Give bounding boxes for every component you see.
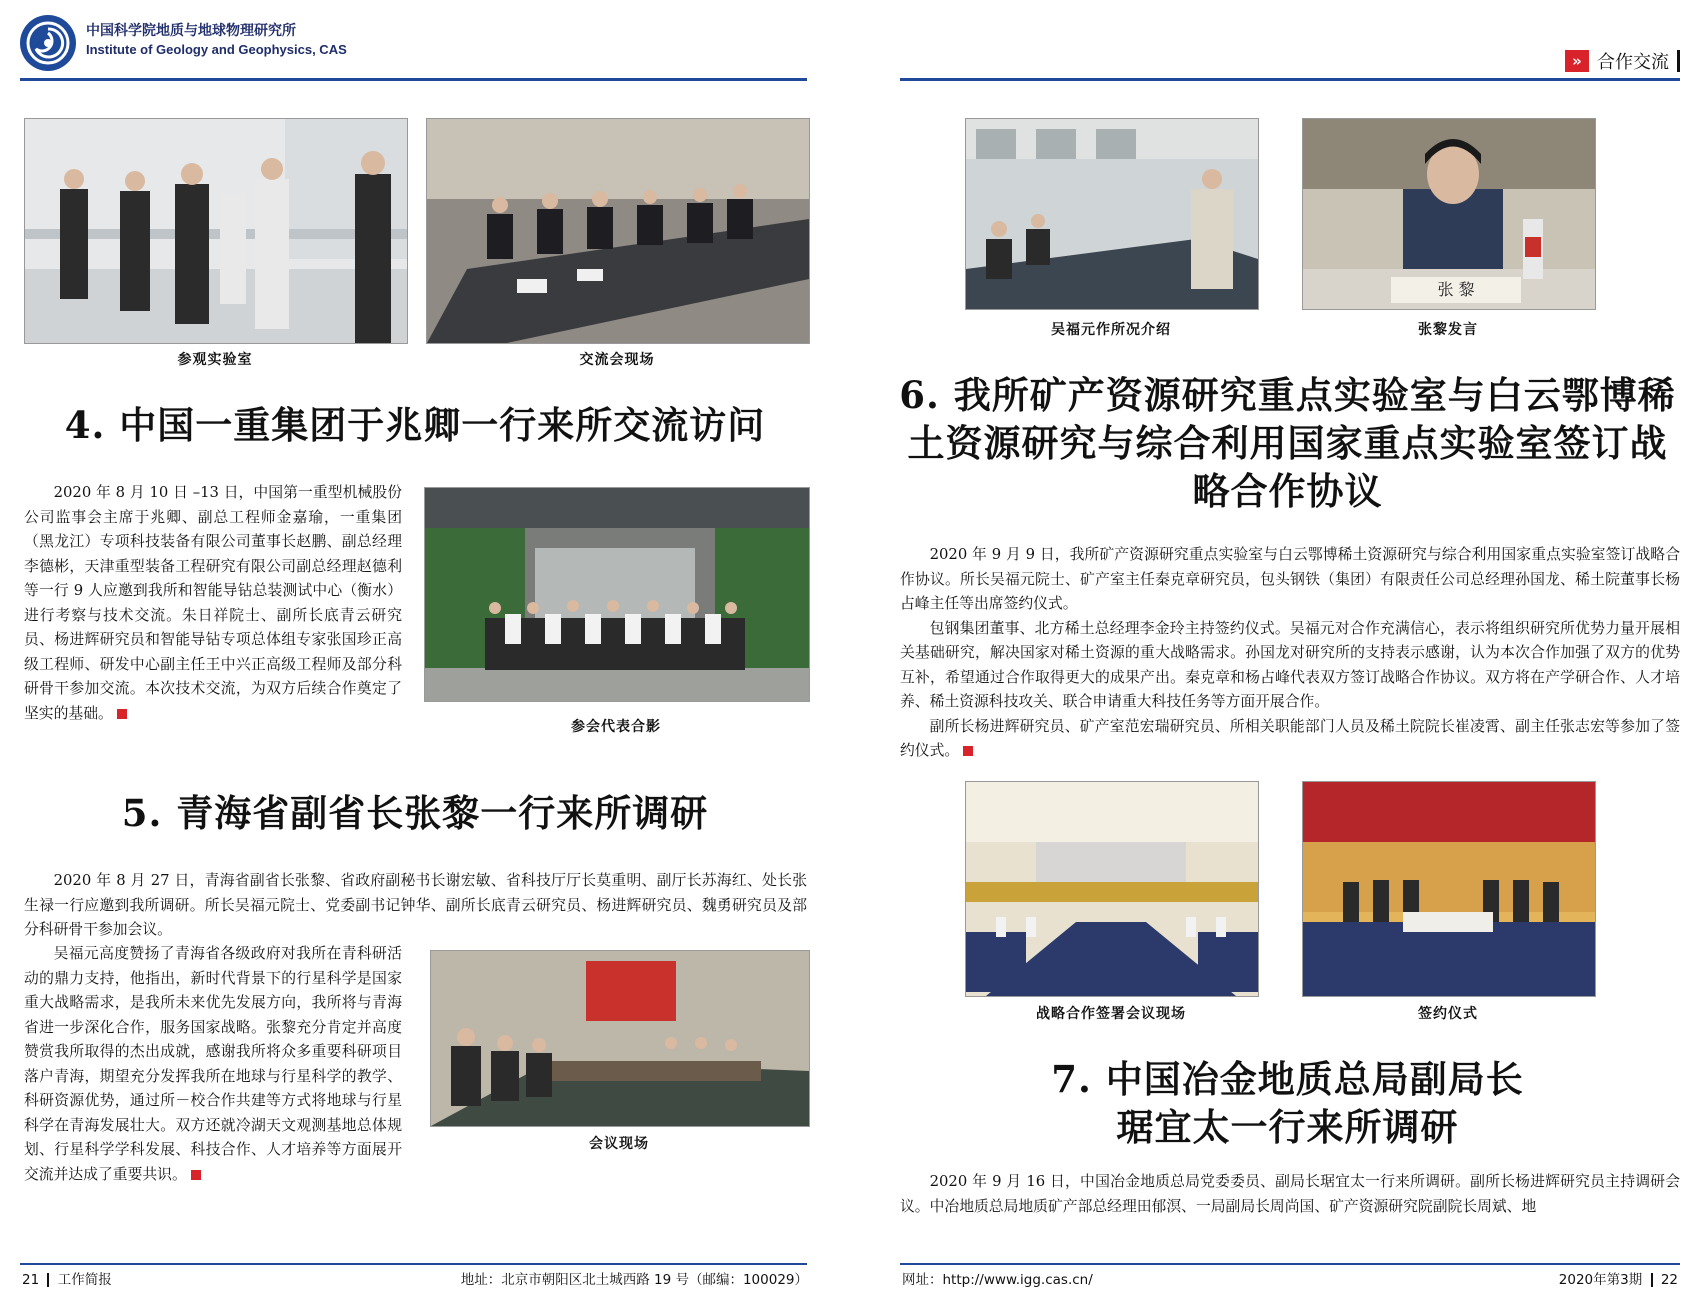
speech-photo (1302, 118, 1596, 310)
photo-caption: 签约仪式 (1418, 1006, 1478, 1022)
header-rule (900, 78, 1680, 81)
footer-left (22, 1268, 112, 1288)
article-7-body (900, 1170, 1680, 1219)
divider (1677, 50, 1680, 72)
end-mark-icon (963, 746, 973, 756)
article-6-body (900, 543, 1680, 764)
photo-caption: 会议现场 (589, 1136, 649, 1152)
footer-address: 地址：北京市朝阳区北土城西路 19 号（邮编：100029） (460, 1272, 808, 1288)
footer-website: 网址：http://www.igg.cas.cn/ (902, 1272, 1093, 1288)
article-4-body (24, 481, 402, 726)
signing-conference-photo (965, 781, 1259, 997)
page-number: 22 (1660, 1272, 1678, 1288)
footer-right (1559, 1268, 1678, 1288)
exchange-meeting-photo (426, 118, 810, 344)
photo-caption: 吴福元作所况介绍 (1051, 322, 1171, 338)
issue-label: 2020年第3期 (1558, 1272, 1643, 1288)
photo-caption: 参会代表合影 (571, 719, 661, 735)
end-mark-icon (191, 1170, 201, 1180)
photo-caption: 参观实验室 (177, 352, 253, 368)
institute-name-en: Institute of Geology and Geophysics, CAS (86, 42, 347, 57)
article-5-paragraph-2: 吴福元高度赞扬了青海省各级政府对我所在青科研活动的鼎力支持，他指出，新时代背景下的行星科学是国家重大战略需求，是我所未来优先发展方向，我所将与青海省进一步深化合作，服务国家战略。张黎充分肯定并高度赞赏我所取得的杰出成就，感谢我所将众多重要科研项目落户青海，期望充分发挥我所在地球与行星科学的教学、科研资源优势，通过所－校合作共建等方式将地球与行星科学在青海发展壮大。双方还就冷湖天文观测基地总体规划、行星科学学科发展、科技合作、人才培养等方面展开交流并达成了重要共识。 (24, 945, 402, 1183)
article-7-title-line-2: 琚宜太一行来所调研 (1116, 1105, 1459, 1149)
footer-rule (900, 1263, 1680, 1265)
article-5-body (24, 942, 402, 1187)
photo-caption: 战略合作签署会议现场 (1036, 1006, 1186, 1022)
article-5-intro (24, 869, 807, 943)
article-5-paragraph-1: 2020 年 8 月 27 日，青海省副省长张黎、省政府副秘书长谢宏敏、省科技厅厅长莫重明、副厅长苏海红、处长张生禄一行应邀到我所调研。所长吴福元院士、党委副书记钟华、副所长底青云研究员、杨进辉研究员、魏勇研究员及部分科研骨干参加会议。 (24, 872, 807, 938)
nameplate: 张 黎 (1391, 277, 1521, 303)
institute-name-cn: 中国科学院地质与地球物理研究所 (86, 23, 296, 39)
article-4-title: 4. 中国一重集团于兆卿一行来所交流访问 (64, 403, 766, 447)
group-photo (424, 487, 810, 702)
divider (47, 1273, 49, 1287)
photo-caption: 交流会现场 (579, 352, 655, 368)
double-chevron-icon: » (1565, 50, 1589, 72)
article-7-paragraph-1: 2020 年 9 月 16 日，中国冶金地质总局党委委员、副局长琚宜太一行来所调研。副所长杨进辉研究员主持调研会议。中冶地质总局地质矿产部总经理田郁溟、一局副局长周尚国、矿产资源研究院副院长周斌、地 (900, 1173, 1680, 1215)
photo-caption: 张黎发言 (1418, 322, 1478, 338)
director-presentation-photo (965, 118, 1259, 310)
igg-logo-icon (20, 15, 76, 71)
signing-ceremony-photo (1302, 781, 1596, 997)
article-6-paragraph-2: 包钢集团董事、北方稀土总经理李金玲主持签约仪式。吴福元对合作充满信心，表示将组织研究所优势力量开展相关基础研究，解决国家对稀土资源的重大战略需求。孙国龙对研究所的支持表示感谢，认为本次合作加强了双方的优势互补，希望通过合作取得更大的成果产出。秦克章和杨占峰代表双方签订战略合作协议。双方将在产学研合作、人才培养、稀土资源科技攻关、联合申请重大科技任务等方面开展合作。 (900, 619, 1680, 710)
section-title: 合作交流 (1597, 52, 1669, 73)
article-6-title: 6. 我所矿产资源研究重点实验室与白云鄂博稀土资源研究与综合利用国家重点实验室签订战略合作协议 (899, 373, 1676, 513)
meeting-photo (430, 950, 810, 1127)
end-mark-icon (117, 709, 127, 719)
publication-title: 工作简报 (57, 1272, 112, 1288)
article-4-text: 2020 年 8 月 10 日 –13 日，中国第一重型机械股份公司监事会主席于兆卿、副总工程师金嘉瑜，一重集团（黑龙江）专项科技装备有限公司董事长赵鹏、副总经理李德彬，天津重型装备工程研究有限公司副总经理赵德利等一行 9 人应邀到我所和智能导钻总装测试中心（衡水）进行考察与技术交流。朱日祥院士、副所长底青云研究员、杨进辉研究员和智能导钻专项总体组专家张国珍正高级工程师、研发中心副主任王中兴正高级工程师及部分科研骨干参加交流。本次技术交流，为双方后续合作奠定了坚实的基础。 (24, 484, 402, 722)
footer-rule (20, 1263, 807, 1265)
article-6-paragraph-1: 2020 年 9 月 9 日，我所矿产资源研究重点实验室与白云鄂博稀土资源研究与综合利用国家重点实验室签订战略合作协议。所长吴福元院士、矿产室主任秦克章研究员，包头钢铁（集团）有限责任公司总经理孙国龙、稀土院董事长杨占峰主任等出席签约仪式。 (900, 546, 1680, 612)
header-rule (20, 78, 807, 81)
lab-visit-photo (24, 118, 408, 344)
right-page (850, 0, 1700, 1291)
article-5-title: 5. 青海省副省长张黎一行来所调研 (121, 791, 709, 835)
section-tag (1565, 48, 1680, 74)
article-6-paragraph-3: 副所长杨进辉研究员、矿产室范宏瑞研究员、所相关职能部门人员及稀土院院长崔凌霄、副主任张志宏等参加了签约仪式。 (900, 717, 1680, 759)
page-number: 21 (22, 1272, 40, 1288)
article-7-title-line-1: 7. 中国冶金地质总局副局长 (1051, 1057, 1524, 1101)
divider (1651, 1273, 1653, 1287)
article-7-title (895, 1055, 1680, 1151)
